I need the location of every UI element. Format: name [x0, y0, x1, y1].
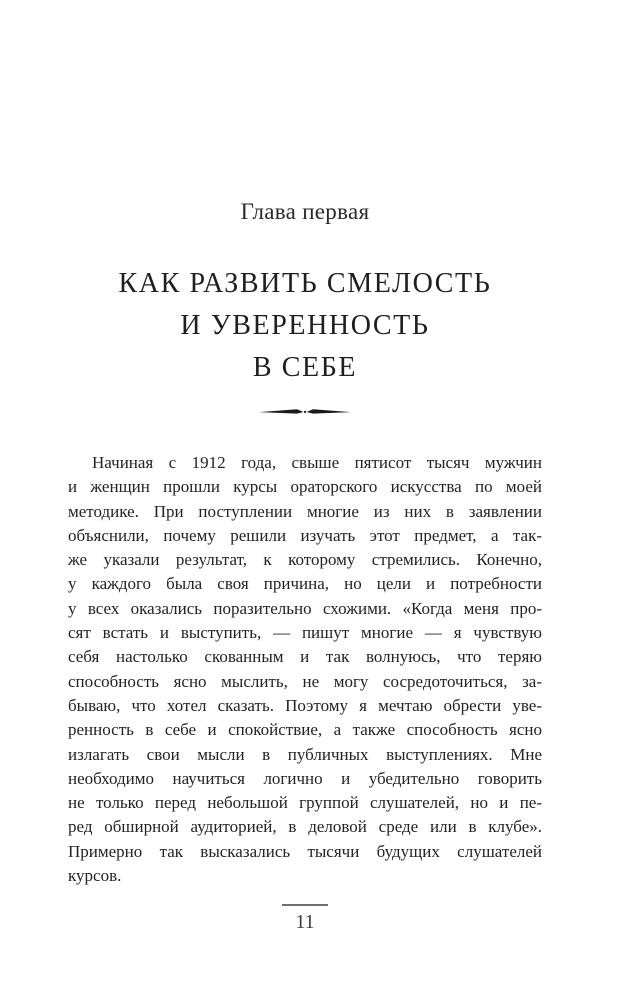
- chapter-title-line-1: КАК РАЗВИТЬ СМЕЛОСТЬ: [118, 268, 492, 299]
- paragraph-line: курсов.: [68, 866, 122, 886]
- divider-ornament-icon: [259, 407, 351, 417]
- chapter-title: [68, 263, 542, 389]
- paragraph-line: себя настолько скованным и так волнуюсь, что теряю: [68, 647, 542, 667]
- paragraph-line: способность ясно мыслить, не могу сосредоточиться, за-: [68, 671, 542, 691]
- chapter-title-line-3: В СЕБЕ: [252, 352, 358, 383]
- paragraph-line: не только перед небольшой группой слушателей, но и пе-: [68, 793, 542, 813]
- section-divider: [68, 407, 542, 417]
- page-number: 11: [295, 911, 315, 934]
- paragraph-line: же указали результат, к которому стремились. Конечно,: [68, 550, 542, 570]
- paragraph-line: и женщин прошли курсы ораторского искусства по моей: [68, 477, 542, 497]
- paragraph-line: излагать свои мысли в публичных выступлениях. Мне: [68, 744, 542, 764]
- folio-rule: [282, 904, 328, 906]
- chapter-label: Глава первая: [240, 199, 370, 224]
- text-column: [68, 197, 542, 935]
- paragraph-line: ред обширной аудиторией, в деловой среде или в клубе».: [68, 817, 542, 837]
- paragraph-line: у каждого была своя причина, но цели и потребности: [68, 574, 542, 594]
- paragraph-line: Начиная с 1912 года, свыше пятисот тысяч мужчин: [92, 453, 542, 472]
- folio: [68, 904, 542, 935]
- paragraph-line: ренность в себе и спокойствие, а также способность ясно: [68, 720, 542, 740]
- paragraph-line: бываю, что хотел сказать. Поэтому я мечтаю обрести уве-: [68, 695, 542, 715]
- paragraph-line: Примерно так высказались тысячи будущих слушателей: [68, 841, 542, 861]
- chapter-title-line-2: И УВЕРЕННОСТЬ: [180, 310, 430, 341]
- paragraph-line: сят встать и выступить, — пишут многие — я чувствую: [68, 623, 542, 643]
- paragraph-line: у всех оказались поразительно схожими. «Когда меня про-: [68, 598, 542, 618]
- body-paragraph: [68, 451, 542, 888]
- paragraph-line: методике. При поступлении многие из них в заявлении: [68, 501, 542, 521]
- paragraph-line: объяснили, почему решили изучать этот предмет, а так-: [68, 525, 542, 545]
- paragraph-line: необходимо научиться логично и убедительно говорить: [68, 768, 542, 788]
